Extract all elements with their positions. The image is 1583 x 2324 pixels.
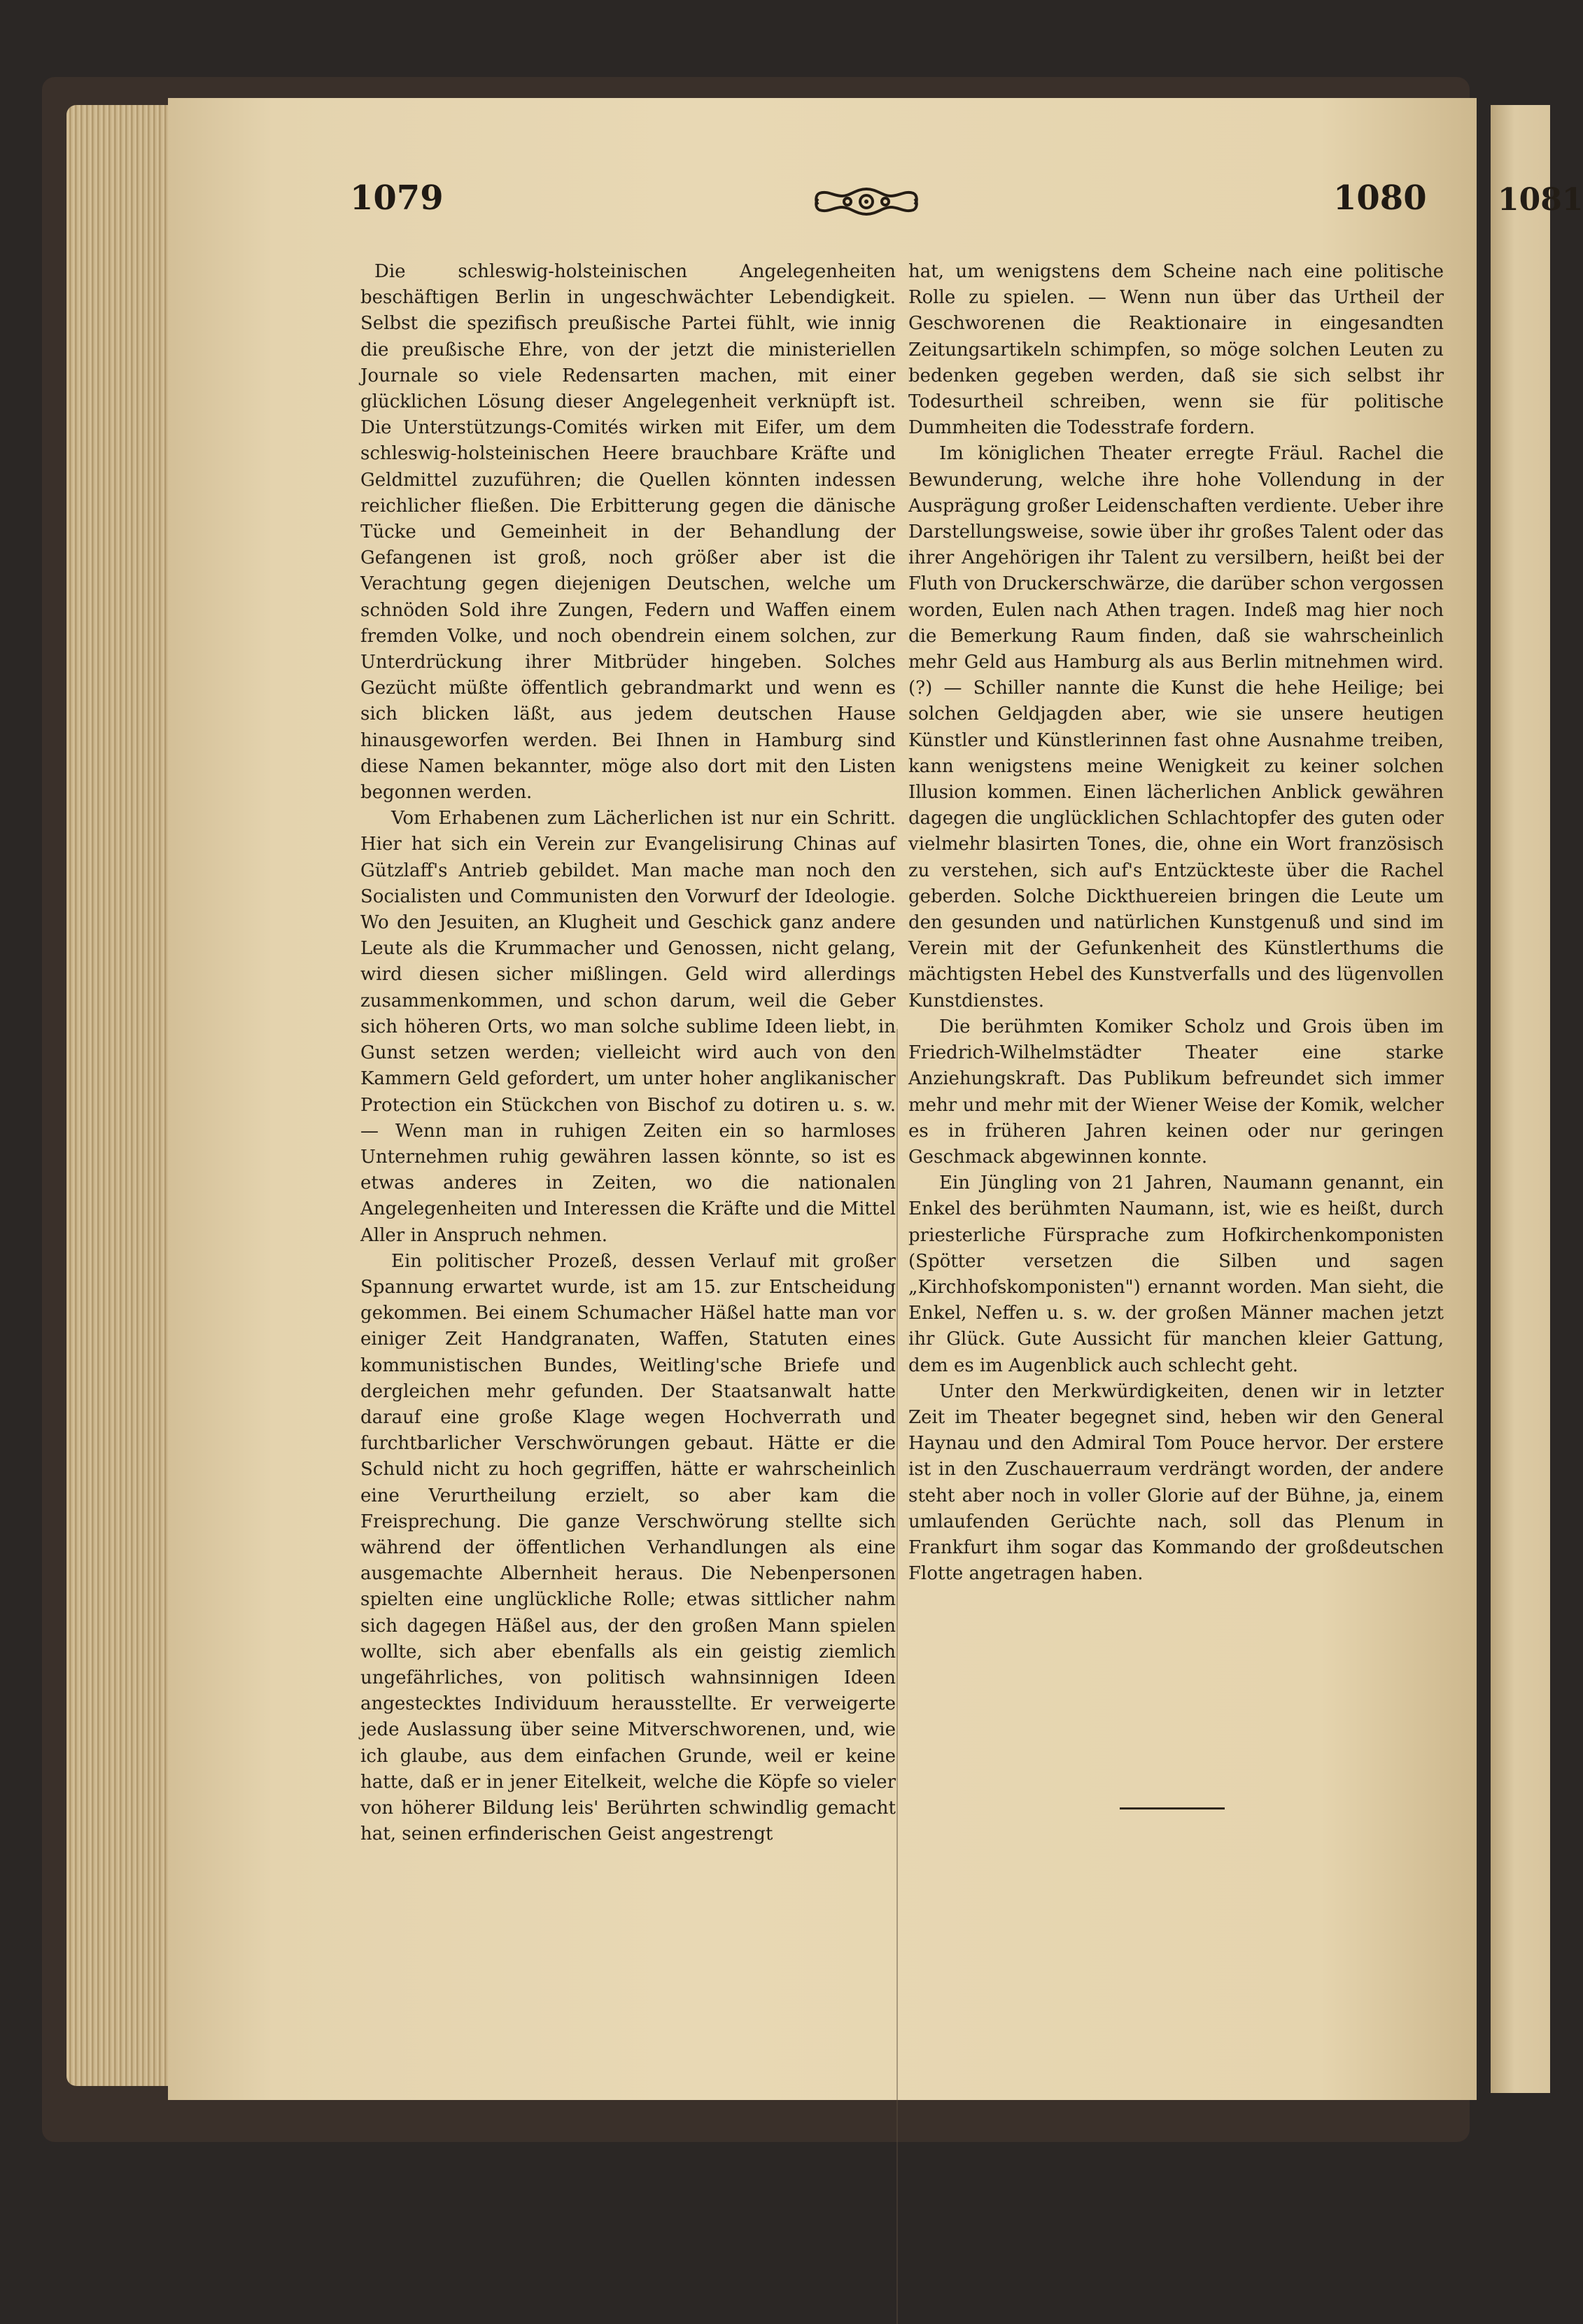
paragraph: hat, um wenigstens dem Scheine nach eine politische Rolle zu spielen. — Wenn nun über das Urtheil der Geschworenen die Reaktionaire in eingesandten Zeitungsartikeln schimpfen, so möge solchen Leuten zu bedenken gegeben werden, daß sie sich selbst ihr Todesurtheil schreiben, wenn sie für politische Dummheiten die Todesstrafe fordern. [908, 261, 1444, 439]
page-number-right: 1080 [1333, 178, 1427, 218]
column-divider [896, 1029, 898, 2324]
paragraph: Vom Erhabenen zum Lächerlichen ist nur ein Schritt. Hier hat sich ein Verein zur Evangelisirung Chinas auf Gützlaff's Antrieb gebildet. Man mache man noch den Socialisten und Communisten den Vorwurf der Ideologie. Wo den Jesuiten, an Klugheit und Geschick ganz andere Leute als die Krummacher und Genossen, nicht gelang, wird diesen sicher mißlingen. Geld wird allerdings zusammenkommen, und schon darum, weil die Geber sich höheren Orts, wo man solche sublime Ideen liebt, in Gunst setzen werden; vielleicht wird auch von den Kammern Geld gefordert, um unter hoher anglikanischer Protection ein Stückchen von Bischof zu dotiren u. s. w. — Wenn man in ruhigen Zeiten ein so harmloses Unternehmen ruhig gewähren lassen könnte, so ist es etwas anderes in Zeiten, wo die nationalen Angelegenheiten und Interessen die Kräfte und die Mittel Aller in Anspruch nehmen. [360, 808, 896, 1246]
paragraph: Die schleswig-holsteinischen Angelegenheiten beschäftigen Berlin in ungeschwächter Lebendigkeit. Selbst die spezifisch preußische Partei fühlt, wie innig die preußische Ehre, von der jetzt die ministeriellen Journale so viele Redensarten machen, mit einer glücklichen Lösung dieser Angelegenheit verknüpft ist. Die Unterstützungs-Comités wirken mit Eifer, um dem schleswig-holsteinischen Heere brauchbare Kräfte und Geldmittel zuzuführen; die Quellen könnten indessen reichlicher fließen. Die Erbitterung gegen die dänische Tücke und Gemeinheit in der Behandlung der Gefangenen ist groß, noch größer aber ist die Verachtung gegen diejenigen Deutschen, welche um schnöden Sold ihre Zungen, Federn und Waffen einem fremden Volke, und noch obendrein einem solchen, zur Unterdrückung ihrer Mitbrüder hingeben. Solches Gezücht müßte öffentlich gebrandmarkt und wenn es sich blicken läßt, aus jedem deutschen Hause hinausgeworfen werden. Bei Ihnen in Hamburg sind diese Namen bekannter, möge also dort mit den Listen begonnen werden. [360, 261, 896, 804]
text-column-right [908, 259, 1444, 1587]
ornament-icon [814, 183, 919, 223]
next-page-edge [1491, 105, 1583, 2093]
page-number-left: 1079 [350, 178, 444, 218]
section-end-rule [1120, 1807, 1225, 1809]
text-column-left [360, 259, 896, 1847]
paragraph: Ein Jüngling von 21 Jahren, Naumann genannt, ein Enkel des berühmten Naumann, ist, wie es heißt, durch priesterliche Fürsprache zum Hofkirchenkomponisten (Spötter versetzen die Silben und sagen „Kirchhofskomponisten") ernannt worden. Man sieht, die Enkel, Neffen u. s. w. der großen Männer machen jetzt ihr Glück. Gute Aussicht für manchen kleier Gattung, dem es im Augenblick auch schlecht geht. [908, 1172, 1444, 1376]
paragraph: Ein politischer Prozeß, dessen Verlauf mit großer Spannung erwartet wurde, ist am 15. zur Entscheidung gekommen. Bei einem Schumacher Häßel hatte man vor einiger Zeit Handgranaten, Waffen, Statuten eines kommunistischen Bundes, Weitling'sche Briefe und dergleichen mehr gefunden. Der Staatsanwalt hatte darauf eine große Klage wegen Hochverrath und furchtbarlicher Verschwörungen gebaut. Hätte er die Schuld nicht zu hoch gegriffen, hätte er wahrscheinlich eine Verurtheilung erzielt, so aber kam die Freisprechung. Die ganze Verschwörung stellte sich während der öffentlichen Verhandlungen als eine ausgemachte Albernheit heraus. Die Nebenpersonen spielten eine unglückliche Rolle; etwas sittlicher nahm sich dagegen Häßel aus, der den großen Mann spielen wollte, sich aber ebenfalls als ein geistig ziemlich ungefährliches, von politisch wahnsinnigen Ideen angestecktes Individuum herausstellte. Er verweigerte jede Auslassung über seine Mitverschworenen, und, wie ich glaube, aus dem einfachen Grunde, weil er keine hatte, daß er in jener Eitelkeit, welche die Köpfe so vieler von höherer Bildung leis' Berührten schwindlig gemacht hat, seinen erfinderischen Geist angestrengt [360, 1250, 896, 1845]
paragraph: Im königlichen Theater erregte Fräul. Rachel die Bewunderung, welche ihre hohe Vollendung in der Ausprägung großer Leidenschaften verdiente. Ueber ihre Darstellungsweise, sowie über ihr großes Talent oder das ihrer Angehörigen ihr Talent zu versilbern, heißt bei der Fluth von Druckerschwärze, die darüber schon vergossen worden, Eulen nach Athen tragen. Indeß mag hier noch die Bemerkung Raum finden, daß sie wahrscheinlich mehr Geld aus Hamburg als aus Berlin mitnehmen wird. (?) — Schiller nannte die Kunst die hehe Heilige; bei solchen Geldjagden aber, wie sie unsere heutigen Künstler und Künstlerinnen fast ohne Ausnahme treiben, kann wenigstens meine Wenigkeit zu keiner solchen Illusion kommen. Einen lächerlichen Anblick gewähren dagegen die unglücklichen Schlachtopfer des guten oder vielmehr blasirten Tones, die, ohne ein Wort französisch zu verstehen, sich auf's Entzückteste über die Rachel geberden. Solche Dickthuereien bringen die Leute um den gesunden und natürlichen Kunstgenuß und sind im Verein mit der Gefunkenheit des Künstlerthums die mächtigsten Hebel des Kunstverfalls und des lügenvollen Kunstdienstes. [908, 443, 1444, 1011]
next-page-number: 1081 [1498, 182, 1583, 218]
paragraph: Unter den Merkwürdigkeiten, denen wir in letzter Zeit im Theater begegnet sind, heben wir den General Haynau und den Admiral Tom Pouce hervor. Der erstere ist in den Zuschauerraum verdrängt worden, der andere steht aber noch in voller Glorie auf der Bühne, ja, einem umlaufenden Gerüchte nach, soll das Plenum in Frankfurt ihm sogar das Kommando der großdeutschen Flotte angetragen haben. [908, 1380, 1444, 1585]
paragraph: Die berühmten Komiker Scholz und Grois üben im Friedrich-Wilhelmstädter Theater eine starke Anziehungskraft. Das Publikum befreundet sich immer mehr und mehr mit der Wiener Weise der Komik, welcher es in früheren Jahren keinen oder nur geringen Geschmack abgewinnen konnte. [908, 1016, 1444, 1168]
